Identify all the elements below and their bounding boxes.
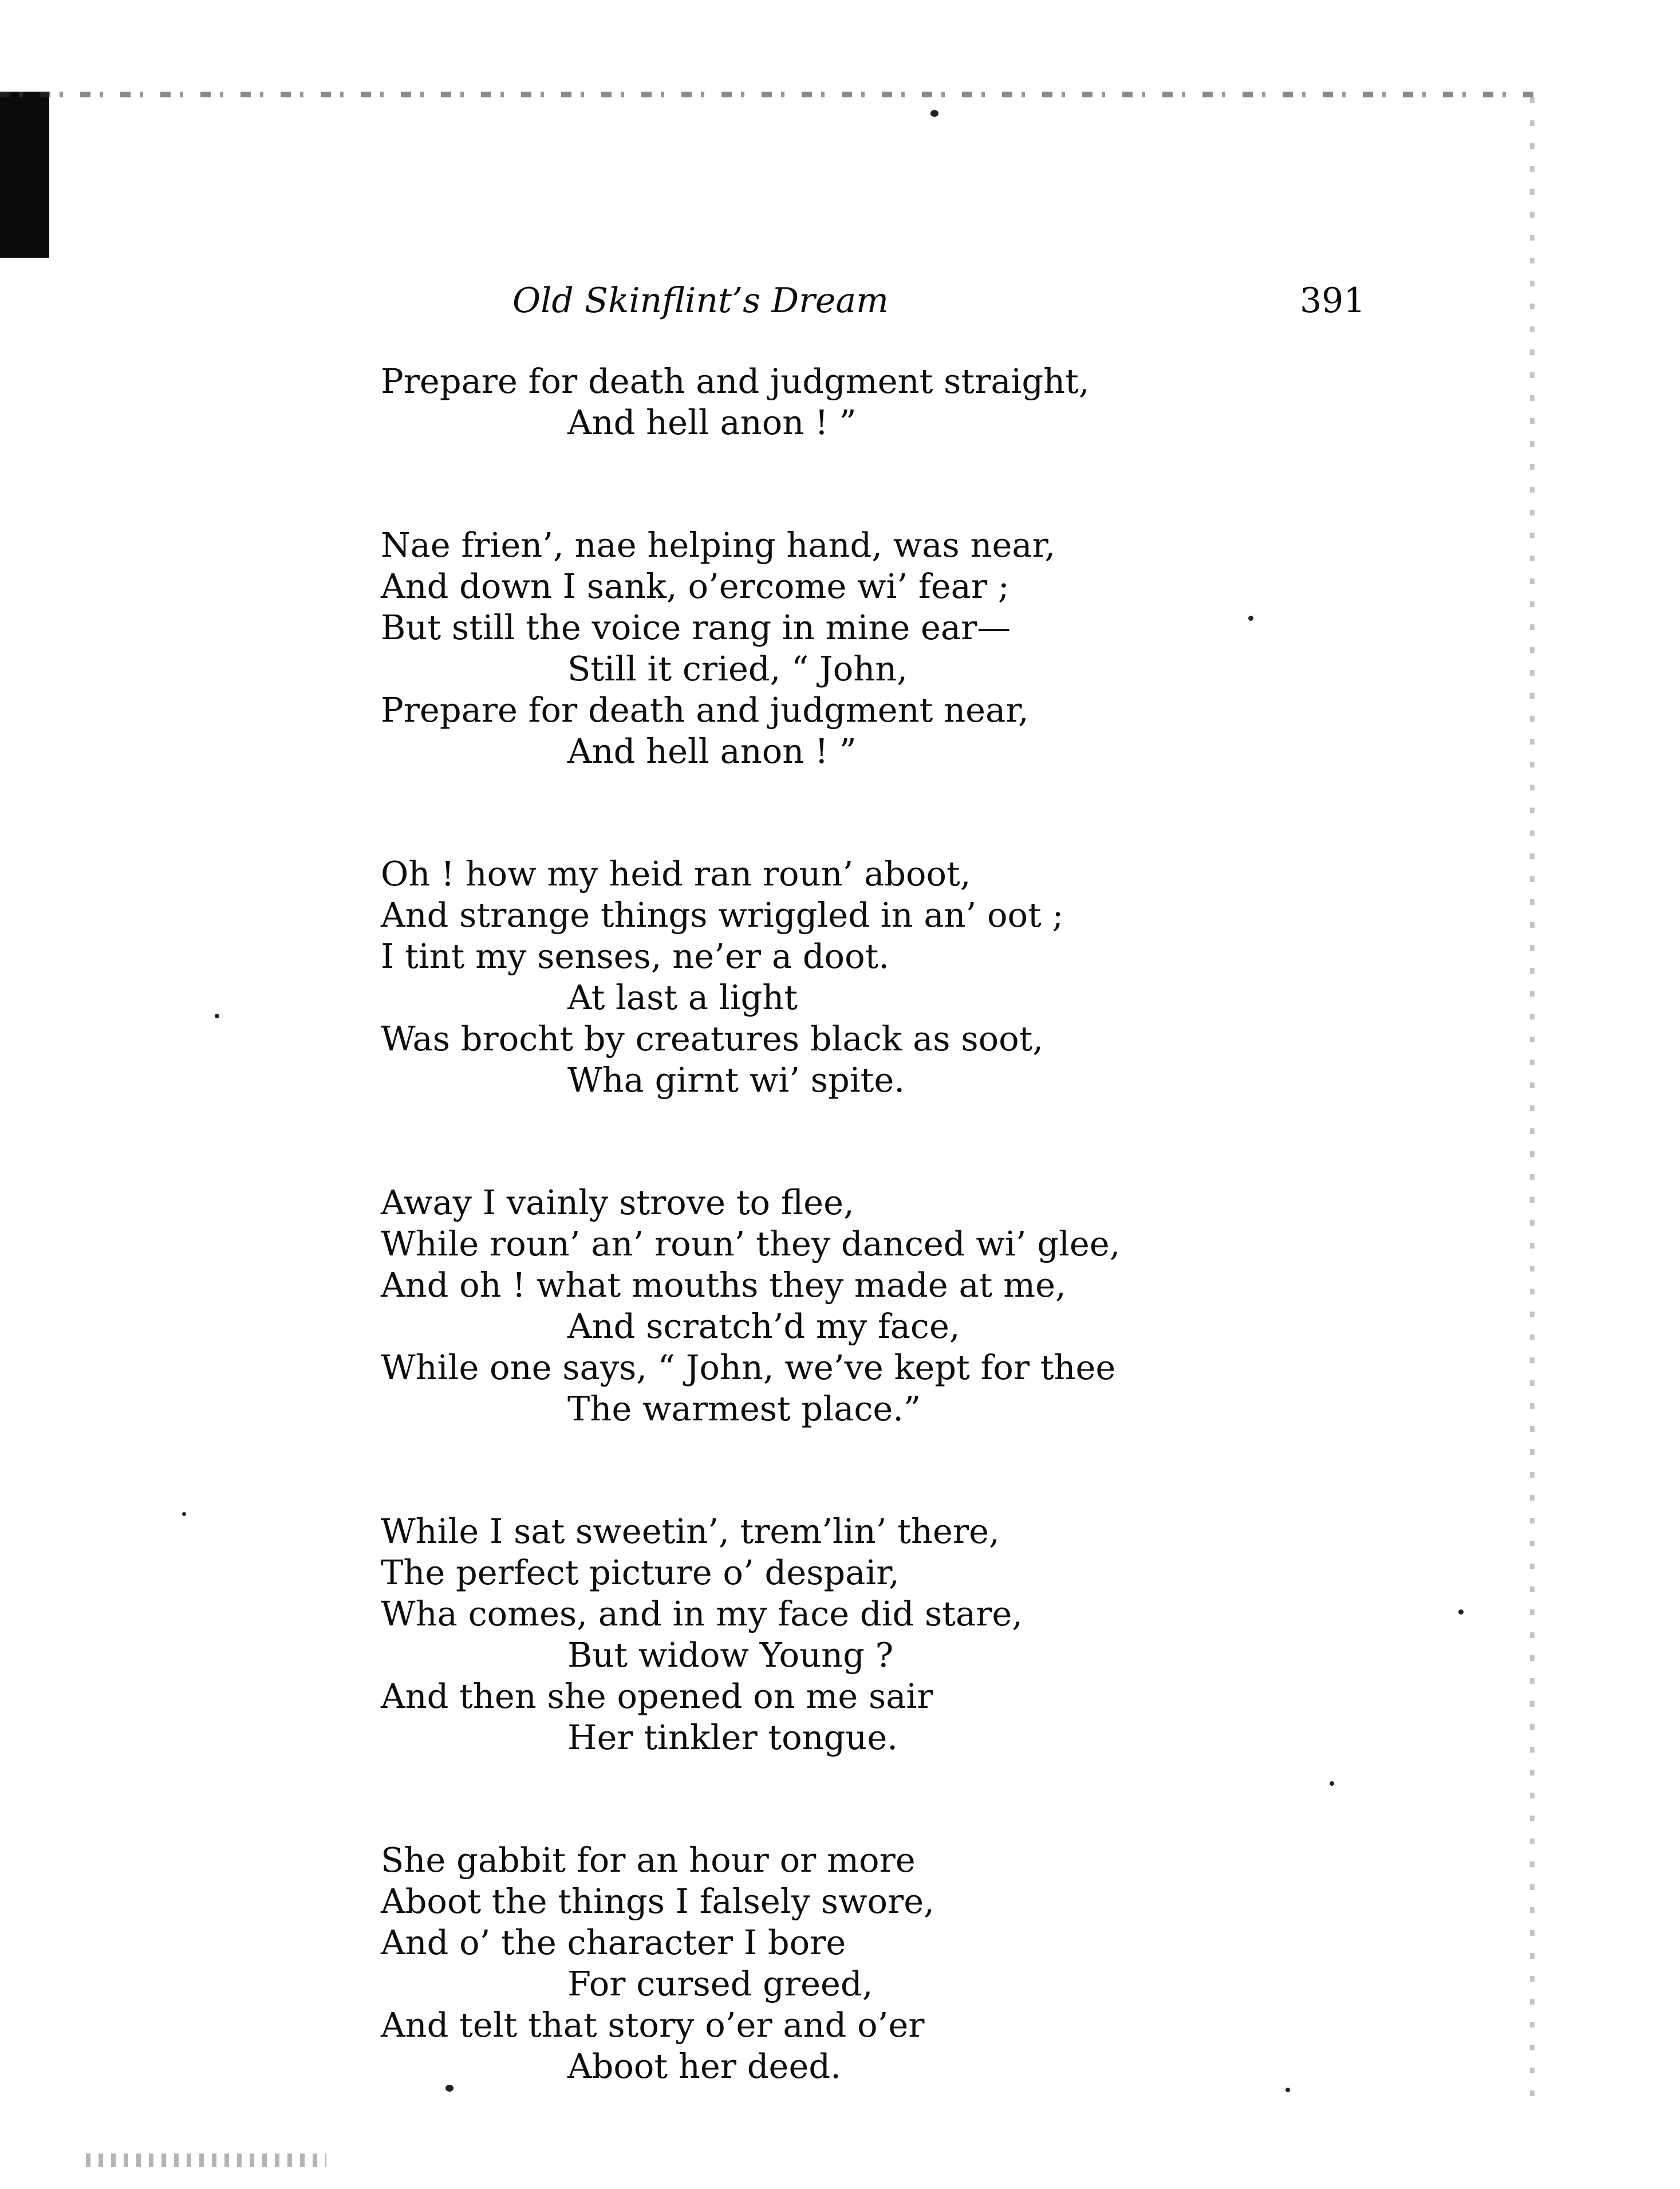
poem-line: And hell anon ! ” xyxy=(567,731,857,771)
stanza xyxy=(381,1511,1354,1758)
poem-line: I tint my senses, ne’er a doot. xyxy=(381,936,890,976)
scan-speck xyxy=(930,110,938,117)
page-edge-shadow xyxy=(0,92,49,258)
scan-noise-bottom xyxy=(86,2153,326,2167)
page-number: 391 xyxy=(1300,281,1366,321)
poem-line: Wha girnt wi’ spite. xyxy=(567,1060,905,1100)
scan-speck xyxy=(1458,1609,1464,1615)
poem-line: The perfect picture o’ despair, xyxy=(381,1553,900,1592)
poem-line: For cursed greed, xyxy=(567,1964,873,2003)
poem-line: Nae frien’, nae helping hand, was near, xyxy=(381,525,1056,565)
stanza xyxy=(381,1182,1354,1430)
poem-line: Was brocht by creatures black as soot, xyxy=(381,1019,1044,1058)
poem-line: Wha comes, and in my face did stare, xyxy=(381,1594,1023,1633)
poem-body xyxy=(381,361,1354,2168)
poem-line: The warmest place.” xyxy=(567,1389,921,1428)
poem-line: At last a light xyxy=(567,978,798,1017)
poem-line: Prepare for death and judgment near, xyxy=(381,690,1029,730)
poem-line: And oh ! what mouths they made at me, xyxy=(381,1265,1066,1305)
poem-line: But still the voice rang in mine ear— xyxy=(381,608,1011,647)
poem-line: While roun’ an’ roun’ they danced wi’ glee, xyxy=(381,1224,1121,1263)
poem-line: And hell anon ! ” xyxy=(567,403,857,442)
scan-noise-right xyxy=(1530,97,1535,2113)
page-header xyxy=(0,275,1680,326)
stanza xyxy=(381,1840,1354,2087)
poem-line: And telt that story o’er and o’er xyxy=(381,2005,925,2045)
poem-line: And down I sank, o’ercome wi’ fear ; xyxy=(381,566,1009,606)
stanza xyxy=(381,853,1354,1101)
poem-line: And o’ the character I bore xyxy=(381,1923,846,1962)
poem-line: Away I vainly strove to flee, xyxy=(381,1183,854,1222)
poem-line: She gabbit for an hour or more xyxy=(381,1840,916,1880)
running-title: Old Skinflint’s Dream xyxy=(512,281,889,321)
scan-noise-top xyxy=(0,92,1540,97)
scan-speck xyxy=(182,1512,186,1516)
poem-line: While I sat sweetin’, trem’lin’ there, xyxy=(381,1511,1000,1551)
poem-line: Aboot the things I falsely swore, xyxy=(381,1881,934,1921)
poem-line: And then she opened on me sair xyxy=(381,1676,933,1716)
poem-line: Oh ! how my heid ran roun’ aboot, xyxy=(381,854,971,893)
stanza xyxy=(381,361,1354,443)
poem-line: Her tinkler tongue. xyxy=(567,1718,898,1757)
poem-line: While one says, “ John, we’ve kept for thee xyxy=(381,1348,1116,1387)
poem-line: And scratch’d my face, xyxy=(567,1306,960,1346)
poem-line: Aboot her deed. xyxy=(567,2046,841,2086)
poem-line: Prepare for death and judgment straight, xyxy=(381,361,1090,401)
stanza xyxy=(381,525,1354,772)
poem-line: And strange things wriggled in an’ oot ; xyxy=(381,895,1064,935)
poem-line: But widow Young ? xyxy=(567,1635,894,1675)
poem-line: Still it cried, “ John, xyxy=(567,649,908,688)
scan-speck xyxy=(215,1014,219,1018)
